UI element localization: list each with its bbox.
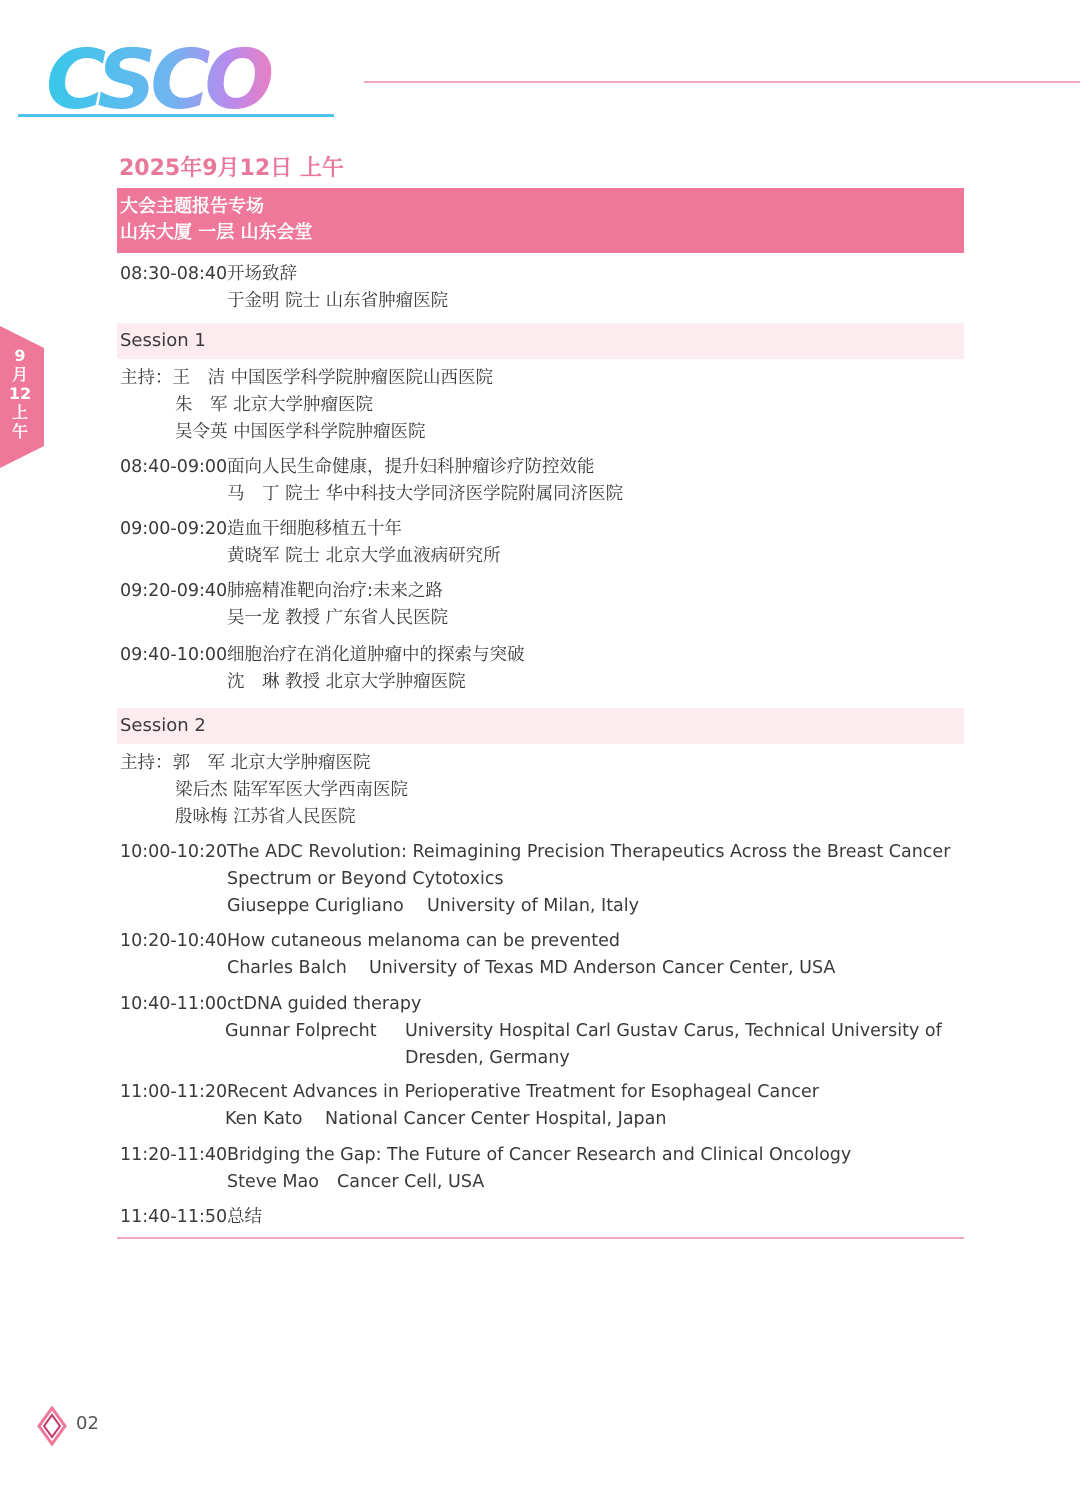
item-affiliation: University of Milan, Italy [427,896,639,916]
session-header: Session 2 [117,708,964,744]
svg-text:CSCO: CSCO [46,38,269,122]
item-title: Recent Advances in Perioperative Treatment for Esophageal Cancer [227,1082,819,1102]
schedule-item [117,1079,964,1142]
item-time: 11:40-11:50 [120,1207,228,1227]
item-title: 细胞治疗在消化道肿瘤中的探索与突破 [227,645,525,665]
item-time: 09:20-09:40 [120,581,228,601]
item-title: 造血干细胞移植五十年 [227,519,402,539]
chair-line: 殷咏梅 江苏省人民医院 [175,807,356,827]
schedule-item [117,991,964,1079]
item-affiliation: Cancer Cell, USA [337,1172,485,1192]
item-time: 11:20-11:40 [120,1145,228,1165]
item-time: 10:40-11:00 [120,994,228,1014]
schedule-item [117,516,964,578]
schedule-item [117,839,964,928]
venue-location: 山东大厦 一层 山东会堂 [120,222,313,243]
item-speaker: 马 丁 院士 华中科技大学同济医学院附属同济医院 [227,484,624,504]
item-affiliation: University of Texas MD Anderson Cancer Center, USA [369,958,836,978]
item-title: The ADC Revolution: Reimagining Precision Therapeutics Across the Breast Cancer [227,842,951,862]
item-title: Bridging the Gap: The Future of Cancer Research and Clinical Oncology [227,1145,852,1165]
schedule-bottom-divider [117,1237,964,1239]
venue-header [117,188,964,253]
item-affiliation: University Hospital Carl Gustav Carus, Technical University of [405,1021,942,1041]
item-speaker: Ken Kato [225,1109,303,1129]
item-affiliation-cont: Dresden, Germany [405,1048,570,1068]
item-title: 总结 [227,1207,262,1227]
item-speaker: 沈 琳 教授 北京大学肿瘤医院 [227,672,466,692]
page-number: 02 [76,1413,99,1434]
item-title: How cutaneous melanoma can be prevented [227,931,620,951]
program-schedule [117,150,964,1239]
item-speaker: Giuseppe Curigliano [227,896,404,916]
item-affiliation: National Cancer Center Hospital, Japan [325,1109,667,1129]
session-header: Session 1 [117,323,964,359]
item-speaker: 黄晓军 院士 北京大学血液病研究所 [227,546,501,566]
item-time: 08:30-08:40 [120,264,228,284]
item-time: 09:40-10:00 [120,645,228,665]
item-title: 面向人民生命健康，提升妇科肿瘤诊疗防控效能 [227,457,595,477]
item-title: 开场致辞 [227,264,297,284]
schedule-item [117,642,964,704]
schedule-item [117,1142,964,1204]
diamond-icon [37,1406,67,1446]
header-divider [364,81,1080,83]
side-tab-label: 9 月 12 上 午 [8,346,32,441]
item-title-cont: Spectrum or Beyond Cytotoxics [227,869,504,889]
item-time: 11:00-11:20 [120,1082,228,1102]
schedule-item [117,578,964,642]
item-time: 10:20-10:40 [120,931,228,951]
item-speaker: 吴一龙 教授 广东省人民医院 [227,608,449,628]
item-speaker: 于金明 院士 山东省肿瘤医院 [227,291,449,311]
chair-line: 主持：王 洁 中国医学科学院肿瘤医院山西医院 [120,368,494,388]
schedule-item [117,928,964,991]
item-title: ctDNA guided therapy [227,994,422,1014]
item-time: 10:00-10:20 [120,842,228,862]
item-time: 08:40-09:00 [120,457,228,477]
session-chairs [117,365,964,454]
venue-title: 大会主题报告专场 [120,196,264,217]
item-speaker: Charles Balch [227,958,347,978]
item-speaker: Gunnar Folprecht [225,1021,377,1041]
item-speaker: Steve Mao [227,1172,319,1192]
item-time: 09:00-09:20 [120,519,228,539]
session-chairs [117,750,964,839]
csco-logo [18,38,338,122]
chair-line: 梁后杰 陆军军医大学西南医院 [175,780,409,800]
schedule-item [117,1204,964,1237]
chair-line: 吴令英 中国医学科学院肿瘤医院 [175,422,426,442]
page-title: 2025年9月12日 上午 [119,156,344,181]
item-title: 肺癌精准靶向治疗:未来之路 [227,581,443,601]
date-side-tab [0,326,44,468]
chair-line: 主持：郭 军 北京大学肿瘤医院 [120,753,371,773]
schedule-item [117,454,964,516]
schedule-item [117,261,964,323]
chair-line: 朱 军 北京大学肿瘤医院 [175,395,374,415]
